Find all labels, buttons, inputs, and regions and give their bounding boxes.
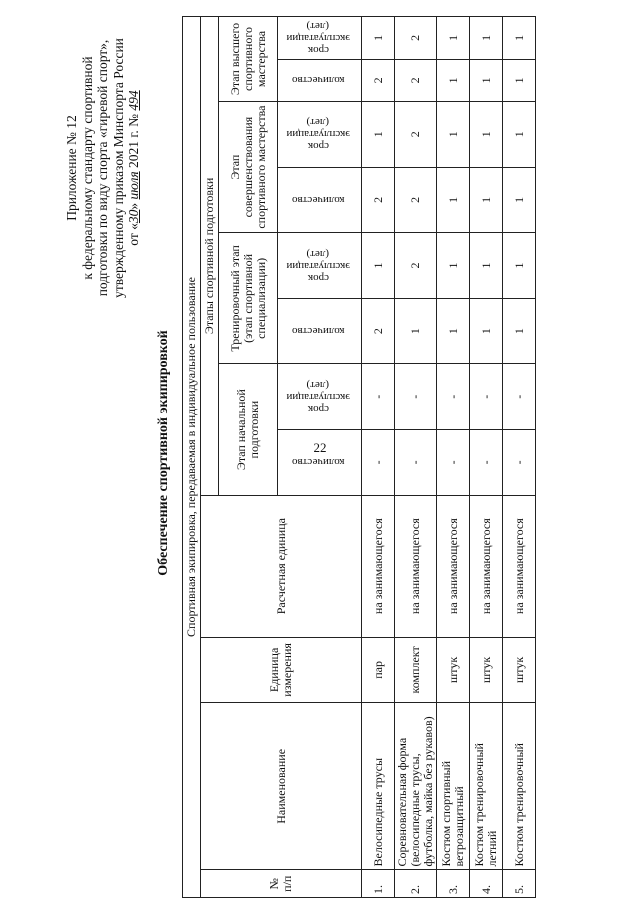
term-cell: 1 <box>437 17 470 60</box>
term-cell: 1 <box>470 17 503 60</box>
header-qty: количество <box>291 74 345 87</box>
item-unit: штук <box>470 637 503 703</box>
header-calc: Расчетная единица <box>201 495 362 637</box>
term-cell: 2 <box>395 101 437 167</box>
row-number: 1. <box>362 870 395 898</box>
table-row <box>470 17 503 898</box>
header-num: № п/п <box>201 870 362 898</box>
annex-block <box>64 8 142 328</box>
header-stage-initial: Этап начальной подготовки <box>219 364 278 495</box>
qty-cell: - <box>437 430 470 496</box>
header-unit: Единица измерения <box>201 637 362 703</box>
row-number: 4. <box>470 870 503 898</box>
qty-cell: 2 <box>362 298 395 364</box>
page-number: 22 <box>313 440 327 455</box>
header-qty: количество <box>291 325 345 338</box>
header-qty: количество <box>291 193 345 206</box>
qty-cell: 1 <box>395 298 437 364</box>
annex-number: Приложение № 12 <box>64 115 79 221</box>
qty-cell: 1 <box>503 167 536 233</box>
term-cell: 1 <box>437 233 470 299</box>
term-cell: 1 <box>437 101 470 167</box>
item-unit: комплект <box>395 637 437 703</box>
qty-cell: 1 <box>503 298 536 364</box>
header-stage-training: Тренировочный этап (этап спортивной специализации) <box>219 233 278 364</box>
qty-cell: - <box>470 430 503 496</box>
term-cell: - <box>437 364 470 430</box>
term-cell: - <box>470 364 503 430</box>
row-number: 5. <box>503 870 536 898</box>
qty-cell: 1 <box>470 298 503 364</box>
term-cell: 1 <box>362 17 395 60</box>
qty-cell: 1 <box>470 167 503 233</box>
header-name: Наименование <box>201 703 362 870</box>
qty-cell: - <box>395 430 437 496</box>
table-row <box>503 17 536 898</box>
qty-cell: 1 <box>437 167 470 233</box>
term-cell: 1 <box>362 233 395 299</box>
annex-line: утвержденному приказом Минспорта России <box>110 38 126 298</box>
header-term: срок эксплуатации (лет) <box>286 116 350 153</box>
term-cell: - <box>395 364 437 430</box>
qty-cell: 1 <box>437 298 470 364</box>
term-cell: 1 <box>503 233 536 299</box>
item-name: Костюм тренировочный <box>503 703 536 870</box>
qty-cell: 2 <box>395 167 437 233</box>
header-term: срок эксплуатации (лет) <box>286 378 350 415</box>
item-unit: штук <box>503 637 536 703</box>
item-calc-unit: на занимающегося <box>395 495 437 637</box>
document-title: Обеспечение спортивной экипировкой <box>156 330 171 576</box>
rotated-content <box>56 8 576 898</box>
qty-cell: 1 <box>437 59 470 101</box>
header-stage-highest: Этап высшего спортивного мастерства <box>219 17 278 102</box>
item-calc-unit: на занимающегося <box>362 495 395 637</box>
item-name: Костюм спортивный ветрозащитный <box>437 703 470 870</box>
header-term: срок эксплуатации (лет) <box>286 19 350 56</box>
annex-line: к федеральному стандарту спортивной <box>79 56 95 280</box>
qty-cell: 2 <box>362 167 395 233</box>
qty-cell: - <box>503 430 536 496</box>
term-cell: 1 <box>503 101 536 167</box>
item-unit: штук <box>437 637 470 703</box>
order-number: 494 <box>126 90 141 111</box>
table-row <box>395 17 437 898</box>
row-number: 2. <box>395 870 437 898</box>
header-term: срок эксплуатации (лет) <box>286 247 350 284</box>
date-day: 30 <box>126 209 141 224</box>
item-calc-unit: на занимающегося <box>503 495 536 637</box>
header-stage-improvement: Этап совершенствования спортивного мастерства <box>219 101 278 232</box>
qty-cell: 1 <box>470 59 503 101</box>
item-calc-unit: на занимающегося <box>470 495 503 637</box>
term-cell: 1 <box>470 233 503 299</box>
annex-line: подготовки по виду спорта «гиревой спорт», <box>95 39 110 297</box>
qty-cell: 2 <box>395 59 437 101</box>
header-stages: Этапы спортивной подготовки <box>201 17 219 496</box>
term-cell: 1 <box>362 101 395 167</box>
qty-cell: 2 <box>362 59 395 101</box>
qty-cell: - <box>362 430 395 496</box>
term-cell: - <box>362 364 395 430</box>
term-cell: 2 <box>395 233 437 299</box>
table-row <box>362 17 395 898</box>
term-cell: 1 <box>503 17 536 60</box>
item-name: Велосипедные трусы <box>362 703 395 870</box>
item-name: Соревновательная форма (велосипедные трусы, футболка, майка без рукавов) <box>395 703 437 870</box>
equipment-table <box>182 16 536 898</box>
date-prefix: от « <box>126 223 141 246</box>
header-qty: количество <box>291 456 345 469</box>
date-month: июля <box>126 171 141 200</box>
date-mid: » <box>126 199 141 210</box>
item-unit: пар <box>362 637 395 703</box>
item-calc-unit: на занимающегося <box>437 495 470 637</box>
qty-cell: 1 <box>503 59 536 101</box>
row-number: 3. <box>437 870 470 898</box>
term-cell: 2 <box>395 17 437 60</box>
table-caption: Спортивная экипировка, передаваемая в индивидуальное пользование <box>183 17 201 898</box>
term-cell: 1 <box>470 101 503 167</box>
table-row <box>437 17 470 898</box>
item-name: Костюм тренировочный летний <box>470 703 503 870</box>
date-year: 2021 г. № <box>126 110 141 172</box>
term-cell: - <box>503 364 536 430</box>
annex-date-line <box>126 8 142 328</box>
